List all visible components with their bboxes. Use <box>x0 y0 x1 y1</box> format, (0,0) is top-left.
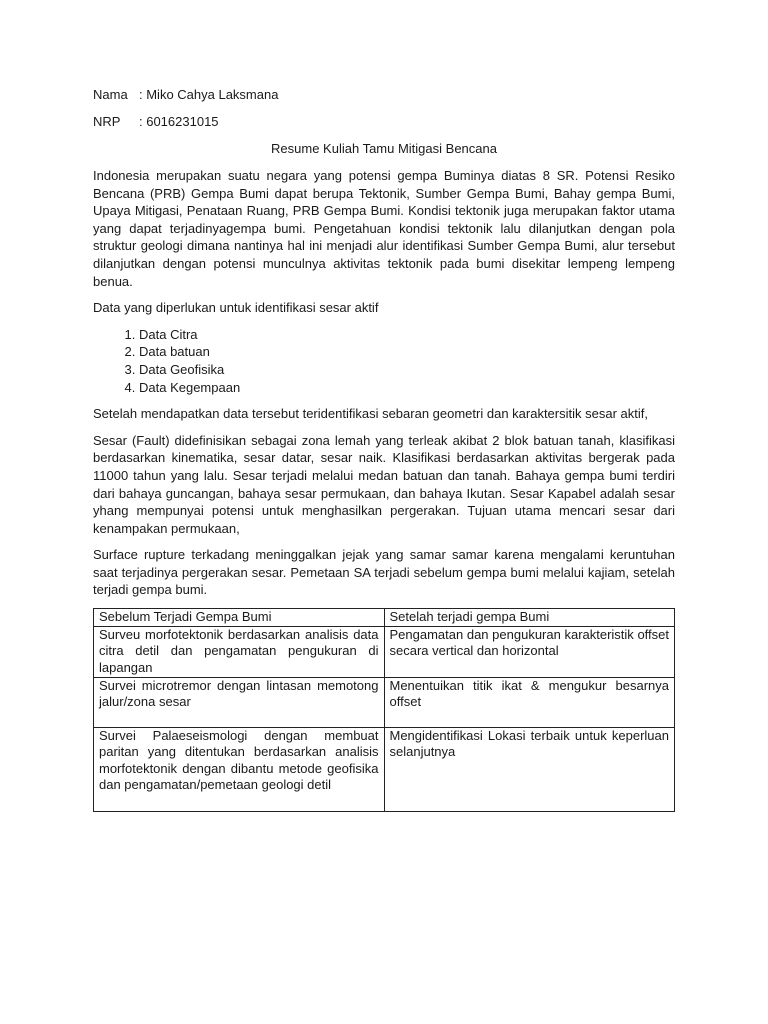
name-label: Nama <box>93 87 128 102</box>
table-header-row <box>94 609 675 627</box>
table-header-cell: Sebelum Terjadi Gempa Bumi <box>94 609 385 627</box>
table-row <box>94 626 675 677</box>
name-value: : Miko Cahya Laksmana <box>139 87 279 102</box>
nrp-value: : 6016231015 <box>139 114 219 129</box>
table-cell: Pengamatan dan pengukuran karakteristik offset secara vertical dan horizontal <box>384 626 675 677</box>
table-cell: Survei microtremor dengan lintasan memotong jalur/zona sesar <box>94 677 385 727</box>
document-page <box>93 86 675 812</box>
mitigation-table <box>93 608 675 812</box>
nrp-field <box>93 113 675 131</box>
fault-paragraph: Sesar (Fault) didefinisikan sebagai zona lemah yang terleak akibat 2 blok batuan tanah, klasifikasi berdasarkan kinematika, sesar datar, sesar naik. Klasifikasi berdasarkan aktivitas bergerak pada 11000 tahun yang lalu. Sesar terjadi melalui medan batuan dan tanah. Bahaya gempa bumi terdiri dari bahaya guncangan, bahaya sesar permukaan, dan bahaya Ikutan. Sesar Kapabel adalah sesar yhang mempunyai potensi untuk menghasilkan pergerakan. Tujuan utama mencari sesar dari kenampakan permukaan, <box>93 432 675 536</box>
after-data-paragraph: Setelah mendapatkan data tersebut teridentifikasi sebaran geometri dan karaktersitik sesar aktif, <box>93 406 648 422</box>
nrp-label: NRP <box>93 114 121 129</box>
table-cell: Surveu morfotektonik berdasarkan analisis data citra detil dan pengamatan pengukuran di lapangan <box>94 626 385 677</box>
name-field <box>93 86 675 104</box>
table-row <box>94 677 675 727</box>
list-item: 3. Data Geofisika <box>139 361 675 379</box>
table-cell: Survei Palaeseismologi dengan membuat paritan yang ditentukan berdasarkan analisis morfotektonik dengan dibantu metode geofisika dan pengamatan/pemetaan geologi detil <box>94 727 385 811</box>
table-cell: Menentuikan titik ikat & mengukur besarnya offset <box>384 677 675 727</box>
list-item: 2. Data batuan <box>139 343 675 361</box>
data-list <box>93 326 675 396</box>
table-cell: Mengidentifikasi Lokasi terbaik untuk keperluan selanjutnya <box>384 727 675 811</box>
table-row <box>94 727 675 811</box>
surface-rupture-paragraph: Surface rupture terkadang meninggalkan jejak yang samar samar karena mengalami keruntuhan saat terjadinya pergerakan sesar. Pemetaan SA terjadi sebelum gempa bumi melalui kajiam, setelah terjadi gempa bumi. <box>93 547 675 598</box>
table-header-cell: Setelah terjadi gempa Bumi <box>384 609 675 627</box>
document-title: Resume Kuliah Tamu Mitigasi Bencana <box>271 141 497 156</box>
list-item: 1. Data Citra <box>139 326 675 344</box>
data-needed-paragraph: Data yang diperlukan untuk identifikasi sesar aktif <box>93 300 379 316</box>
intro-paragraph: Indonesia merupakan suatu negara yang potensi gempa Buminya diatas 8 SR. Potensi Resiko Bencana (PRB) Gempa Bumi dapat berupa Tektonik, Sumber Gempa Bumi, Bahay gempa Bumi, Upaya Mitigasi, Penataan Ruang, PRB Gempa Bumi. Kondisi tektonik juga merupakan faktor utama yang dapat terjadinyagempa bumi. Pengetahuan kondisi tektonik lalu dilanjutkan dengan pola struktur geologi dimana nantinya hal ini menjadi alur identifikasi Sumber Gempa Bumi, alur tersebut dilanjutkan dengan potensi munculnya aktivitas tektonik pada bumi disekitar lempeng lempeng benua. <box>93 168 675 289</box>
list-item: 4. Data Kegempaan <box>139 379 675 397</box>
